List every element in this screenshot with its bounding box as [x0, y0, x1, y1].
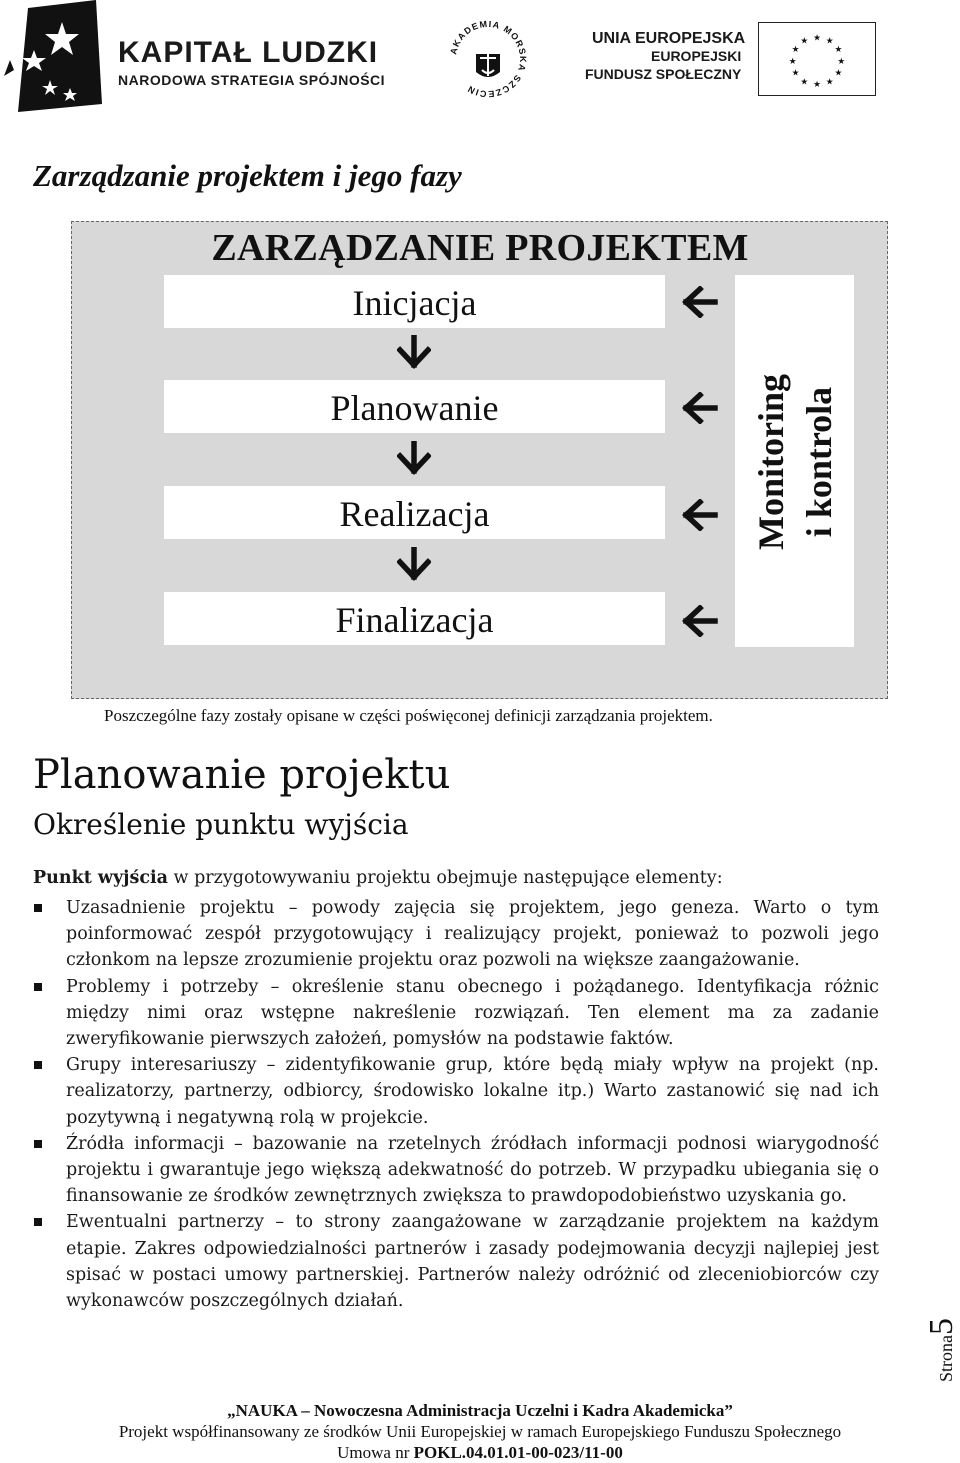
- svg-text:★: ★: [813, 33, 821, 44]
- kapital-ludzki-subtitle: NARODOWA STRATEGIA SPÓJNOŚCI: [118, 72, 386, 88]
- section-heading: Planowanie projektu: [33, 752, 451, 798]
- phase-label-planning: Planowanie: [330, 388, 499, 428]
- akademia-morska-seal: [446, 14, 530, 104]
- eu-label-line2: EUROPEJSKI: [651, 48, 742, 64]
- bullet-square-icon: [34, 1061, 42, 1069]
- page-label: Strona: [936, 1335, 956, 1382]
- bullet-square-icon: [34, 1140, 42, 1148]
- svg-text:★: ★: [800, 77, 809, 88]
- footer-project-name: „NAUKA – Nowoczesna Administracja Uczelni i Kadra Akademicka”: [227, 1401, 733, 1420]
- bullet-square-icon: [34, 904, 42, 912]
- intro-paragraph: [33, 868, 723, 888]
- list-item: [34, 974, 879, 1053]
- svg-text:★: ★: [834, 45, 843, 56]
- list-item-text: Uzasadnienie projektu – powody zajęcia się projektem, jego geneza. Warto o tym poinformować zespół przygotowujący i realizujący projekt, ponieważ to pozwoli jego członkom na lepsze zrozumienie projektu oraz pozwoli na większe zaangażowanie.: [66, 898, 879, 971]
- svg-text:★: ★: [791, 68, 800, 79]
- svg-text:★: ★: [791, 45, 800, 56]
- diagram-caption: Poszczególne fazy zostały opisane w części poświęconej definicji zarządzania projektem.: [104, 706, 713, 725]
- arrow-left-icon: [682, 286, 718, 318]
- list-item: [34, 1131, 879, 1210]
- list-item: [34, 895, 879, 974]
- diagram-title: ZARZĄDZANIE PROJEKTEM: [211, 227, 749, 269]
- svg-text:★: ★: [813, 80, 821, 91]
- svg-text:★: ★: [825, 36, 834, 47]
- arrow-left-icon: [682, 605, 718, 637]
- footer-agreement-prefix: Umowa nr: [337, 1443, 414, 1462]
- list-item: [34, 1052, 879, 1131]
- arrow-left-icon: [682, 392, 718, 424]
- arrow-left-icon: [682, 499, 718, 531]
- arrow-down-icon: [397, 441, 431, 475]
- arrow-down-icon: [397, 547, 431, 581]
- list-item-text: Źródła informacji – bazowanie na rzetelnych źródłach informacji podnosi wiarygodność projektu i gwarantuje jego większą adekwatność do potrzeb. W przypadku ubiegania się o finansowanie ze środków zewnętrznych zwiększa to prawdopodobieństwo uzyskania go.: [66, 1133, 879, 1207]
- svg-text:★: ★: [825, 77, 834, 88]
- list-item-text: Ewentualni partnerzy – to strony zaangażowane w zarządzanie projektem na każdym etapie. Zakres odpowiedzialności partnerów i zasady podejmowania decyzji najlepiej jest spisać w postaci umowy partnerskiej. Partnerów należy odróżnić od zleceniobiorców czy wykonawców poszczególnych działań.: [66, 1212, 879, 1312]
- monitoring-label: [747, 374, 843, 550]
- page-number-label: [923, 1318, 960, 1382]
- list-item: [34, 1209, 879, 1314]
- bullet-square-icon: [34, 1218, 42, 1226]
- section-subheading: Określenie punktu wyjścia: [33, 808, 409, 841]
- footer-cofinancing: Projekt współfinansowany ze środków Unii Europejskiej w ramach Europejskiego Funduszu Społecznego: [118, 1422, 842, 1441]
- seal-ring-text: AKADEMIA MORSKA SZCZECIN: [448, 18, 529, 100]
- intro-rest: w przygotowywaniu projektu obejmuje następujące elementy:: [167, 868, 723, 888]
- footer-agreement: [0, 1443, 960, 1463]
- monitoring-line2: i kontrola: [799, 386, 839, 538]
- footer-agreement-number: POKL.04.01.01-00-023/11-00: [413, 1443, 623, 1462]
- intro-bold: Punkt wyjścia: [33, 868, 168, 888]
- phase-label-closing: Finalizacja: [335, 600, 494, 640]
- bullet-square-icon: [34, 983, 42, 991]
- kapital-ludzki-title: KAPITAŁ LUDZKI: [118, 36, 379, 69]
- list-item-text: Grupy interesariuszy – zidentyfikowanie grup, które będą miały wpływ na projekt (np. realizatorzy, partnerzy, odbiorcy, środowisko lokalne itp.) Warto zastanowić się nad ich pozytywną i negatywną rolą w projekcie.: [66, 1055, 879, 1128]
- eu-label-line1: UNIA EUROPEJSKA: [592, 30, 746, 47]
- svg-text:★: ★: [800, 36, 809, 47]
- svg-text:★: ★: [837, 56, 846, 67]
- page-title: Zarządzanie projektem i jego fazy: [33, 158, 462, 193]
- phase-label-execution: Realizacja: [339, 494, 490, 534]
- svg-text:★: ★: [788, 56, 797, 67]
- monitoring-line1: Monitoring: [751, 374, 791, 550]
- eu-label-line3: FUNDUSZ SPOŁECZNY: [585, 66, 742, 82]
- arrow-down-icon: [397, 335, 431, 369]
- list-item-text: Problemy i potrzeby – określenie stanu obecnego i pożądanego. Identyfikacja różnic między nimi oraz wstępne nakreślenie rozwiązań. Ten element ma za zadanie zweryfikowanie pierwszych założeń, pomysłów na podstawie faktów.: [66, 976, 879, 1050]
- phase-label-initiation: Inicjacja: [352, 283, 477, 323]
- eu-flag-icon: [758, 22, 876, 96]
- svg-text:★: ★: [834, 68, 843, 79]
- bullet-list: [34, 895, 879, 1314]
- page-number: 5: [923, 1318, 960, 1335]
